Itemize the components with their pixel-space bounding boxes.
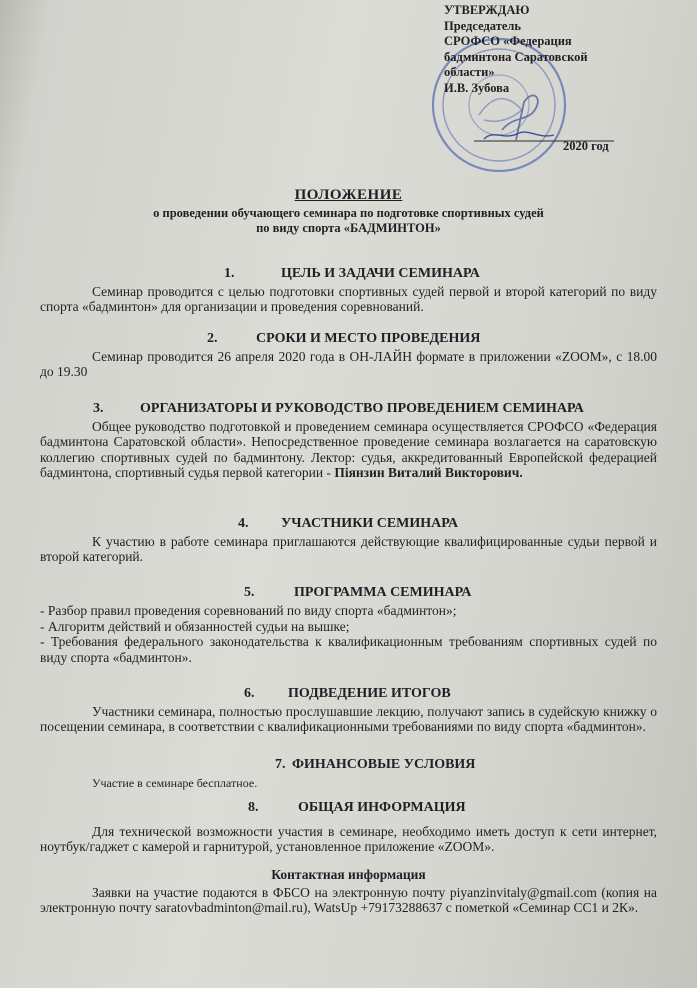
program-item: - Разбор правил проведения соревнований по виду спорта «бадминтон»; xyxy=(40,603,457,618)
section-number: 1. xyxy=(224,266,235,281)
document-subtitle-line1: о проведении обучающего семинара по подготовке спортивных судей xyxy=(153,206,544,220)
contacts-text: Заявки на участие подаются в ФБСО на электронную почту piyanzinvitaly@gmail.com (копия на электронную почту saratovbadminton@mail.ru), WatsUp +79173288637 с пометкой «Семинар СС1 и 2К». xyxy=(40,885,657,916)
section-number: 4. xyxy=(238,516,249,531)
approval-date: 2020 год xyxy=(563,139,609,153)
section-text: К участию в работе семинара приглашаются действующие квалифицированные судьи первой и второй категорий. xyxy=(40,534,657,565)
section-title: ЦЕЛЬ И ЗАДАЧИ СЕМИНАРА xyxy=(281,266,480,281)
contacts-section xyxy=(0,867,697,916)
section-title: ОРГАНИЗАТОРЫ И РУКОВОДСТВО ПРОВЕДЕНИЕМ СЕМИНАРА xyxy=(140,401,584,416)
document-title-block xyxy=(0,187,697,236)
section-title: ПРОГРАММА СЕМИНАРА xyxy=(294,585,472,600)
section-5 xyxy=(0,585,697,665)
program-item: - Алгоритм действий и обязанностей судьи на вышке; xyxy=(40,618,350,634)
section-text: Семинар проводится с целью подготовки спортивных судей первой и второй категорий по виду спорта «бадминтон» для организации и проведения соревнований. xyxy=(40,284,657,315)
program-item: - Требования федерального законодательства к квалификационным требованиям спортивных судей по виду спорта «бадминтон». xyxy=(40,634,657,665)
section-number: 2. xyxy=(207,331,218,346)
section-title: УЧАСТНИКИ СЕМИНАРА xyxy=(281,516,459,531)
document-subtitle-line2: по виду спорта «БАДМИНТОН» xyxy=(256,221,441,235)
approval-org-line2: бадминтона Саратовской xyxy=(444,49,588,64)
section-1 xyxy=(0,266,697,315)
section-title: ПОДВЕДЕНИЕ ИТОГОВ xyxy=(288,686,451,701)
document-title: ПОЛОЖЕНИЕ xyxy=(294,187,403,203)
approval-org-line1: СРОФСО «Федерация xyxy=(444,34,572,48)
section-8 xyxy=(0,800,697,855)
approval-org-line3: области» xyxy=(444,65,495,79)
section-text: Участники семинара, полностью прослушавшие лекцию, получают запись в судейскую книжку о посещении семинара, в соответствии с квалификационными требованиями по виду спорта «бадминтон». xyxy=(40,704,657,735)
approval-heading: УТВЕРЖДАЮ xyxy=(444,3,530,17)
approval-block xyxy=(444,3,694,96)
section-title: ОБЩАЯ ИНФОРМАЦИЯ xyxy=(298,800,466,815)
approval-name: И.В. Зубова xyxy=(444,80,510,95)
section-text: Семинар проводится 26 апреля 2020 года в ОН-ЛАЙН формате в приложении «ZOOM», с 18.00 до 19.30 xyxy=(40,349,657,380)
section-number: 6. xyxy=(244,686,255,701)
contacts-title: Контактная информация xyxy=(271,867,426,882)
section-number: 3. xyxy=(93,401,104,416)
section-text: Общее руководство подготовкой и проведением семинара осуществляется СРОФСО «Федерация бадминтона Саратовской области». Непосредственное проведение семинара возлагается на саратовскую коллегию спортивных судей по бадминтону. Лектор: судья, аккредитованный Европейской федерацией бадминтона, спортивный судья первой категории - Піянзин Виталий Викторович. xyxy=(40,419,657,481)
section-text: Для технической возможности участия в семинаре, необходимо иметь доступ к сети интернет, ноутбук/гаджет с камерой и гарнитурой, установленное приложение «ZOOM». xyxy=(40,824,657,855)
section-7 xyxy=(0,757,697,791)
approval-position: Председатель xyxy=(444,18,522,33)
section-title: ФИНАНСОВЫЕ УСЛОВИЯ xyxy=(292,757,476,772)
section-6 xyxy=(0,686,697,735)
lecturer-name: Піянзин Виталий Викторович. xyxy=(334,465,523,481)
section-3 xyxy=(0,401,697,481)
section-number: 7. xyxy=(275,757,286,772)
section-text: Участие в семинаре бесплатное. xyxy=(92,776,258,790)
section-number: 5. xyxy=(244,585,255,600)
section-title: СРОКИ И МЕСТО ПРОВЕДЕНИЯ xyxy=(256,331,481,346)
section-4 xyxy=(0,516,697,565)
section-2 xyxy=(0,331,697,380)
section-number: 8. xyxy=(248,800,259,815)
